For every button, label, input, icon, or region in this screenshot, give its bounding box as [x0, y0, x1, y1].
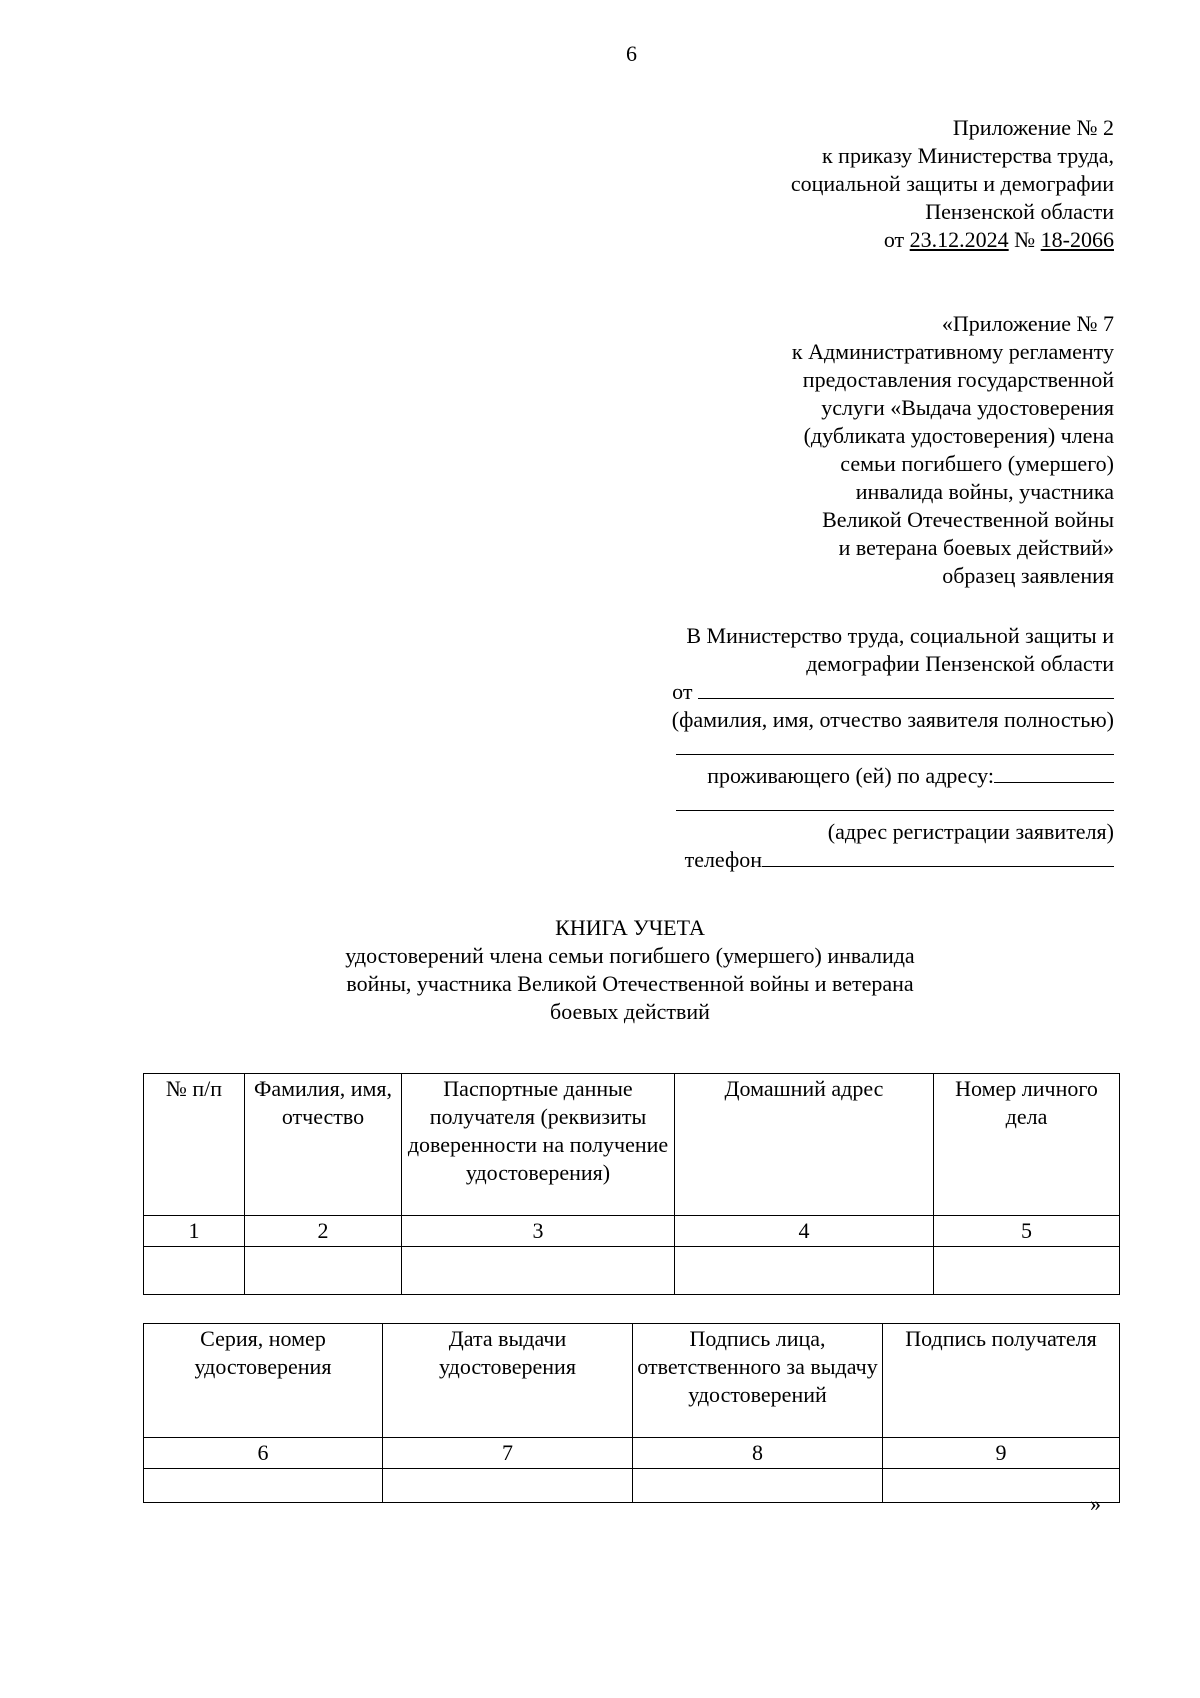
column-number: 1 — [144, 1216, 245, 1247]
column-header: Серия, номер удостоверения — [144, 1324, 383, 1438]
register-table-2 — [143, 1323, 1120, 1503]
register-subtitle: удостоверений члена семьи погибшего (умершего) инвалида — [345, 943, 915, 968]
table-cell[interactable] — [402, 1247, 675, 1295]
appendix-2-line: к приказу Министерства труда, — [821, 143, 1114, 168]
from-label: от — [672, 679, 693, 704]
appendix-2-line: Пензенской области — [925, 199, 1114, 224]
column-number: 4 — [675, 1216, 934, 1247]
residing-label: проживающего (ей) по адресу: — [707, 763, 994, 788]
residing-line — [672, 762, 1114, 790]
table-cell[interactable] — [245, 1247, 402, 1295]
number-prefix: № — [1008, 227, 1041, 252]
appendix-7-line: (дубликата удостоверения) члена — [803, 423, 1114, 448]
appendix-7-line: семьи погибшего (умершего) — [840, 451, 1114, 476]
register-table-1 — [143, 1073, 1120, 1295]
address-field[interactable] — [994, 762, 1114, 783]
address-field-2[interactable] — [676, 790, 1114, 811]
column-number: 8 — [633, 1438, 883, 1469]
column-number: 7 — [383, 1438, 633, 1469]
applicant-name-field-2[interactable] — [676, 734, 1114, 755]
table-header-row — [144, 1324, 1120, 1438]
column-header: Дата выдачи удостоверения — [383, 1324, 633, 1438]
column-header: Фамилия, имя, отчество — [245, 1074, 402, 1216]
fio-caption: (фамилия, имя, отчество заявителя полностью) — [671, 707, 1114, 732]
page-number: 6 — [626, 41, 637, 66]
order-number: 18-2066 — [1040, 227, 1114, 252]
addressee-line: демографии Пензенской области — [806, 651, 1114, 676]
column-number-row — [144, 1438, 1120, 1469]
appendix-7-line: предоставления государственной — [802, 367, 1114, 392]
appendix-7-line: Великой Отечественной войны — [822, 507, 1114, 532]
register-heading: КНИГА УЧЕТА — [555, 915, 705, 940]
address-caption: (адрес регистрации заявителя) — [827, 819, 1114, 844]
appendix-7-line: образец заявления — [942, 563, 1114, 588]
column-header: Паспортные данные получателя (реквизиты доверенности на получение удостоверения) — [402, 1074, 675, 1216]
column-header: Домашний адрес — [675, 1074, 934, 1216]
appendix-7-line: «Приложение № 7 — [941, 311, 1114, 336]
name-continuation-line — [672, 734, 1114, 762]
register-subtitle: войны, участника Великой Отечественной войны и ветерана — [346, 971, 914, 996]
column-number: 5 — [934, 1216, 1120, 1247]
addressee-block — [672, 622, 1114, 874]
table-row — [144, 1247, 1120, 1295]
applicant-name-field[interactable] — [698, 678, 1114, 699]
column-number: 2 — [245, 1216, 402, 1247]
column-number: 9 — [883, 1438, 1120, 1469]
register-title — [0, 914, 1200, 1026]
phone-label: телефон — [684, 847, 762, 872]
column-number: 3 — [402, 1216, 675, 1247]
date-prefix: от — [883, 227, 910, 252]
appendix-2-header — [791, 114, 1114, 254]
table-cell[interactable] — [883, 1469, 1120, 1503]
table-row — [144, 1469, 1120, 1503]
column-number-row — [144, 1216, 1120, 1247]
from-line — [672, 678, 1114, 706]
order-date-line — [791, 226, 1114, 254]
column-header: Номер личного дела — [934, 1074, 1120, 1216]
appendix-7-line: инвалида войны, участника — [855, 479, 1114, 504]
table-cell[interactable] — [675, 1247, 934, 1295]
column-number: 6 — [144, 1438, 383, 1469]
address-continuation-line — [672, 790, 1114, 818]
table-cell[interactable] — [383, 1469, 633, 1503]
closing-quote: » — [1090, 1491, 1101, 1516]
appendix-2-line: социальной защиты и демографии — [790, 171, 1114, 196]
column-header: № п/п — [144, 1074, 245, 1216]
appendix-7-line: к Административному регламенту — [791, 339, 1114, 364]
table-cell[interactable] — [934, 1247, 1120, 1295]
order-date: 23.12.2024 — [909, 227, 1009, 252]
appendix-2-line: Приложение № 2 — [952, 115, 1114, 140]
table-cell[interactable] — [144, 1247, 245, 1295]
appendix-7-header — [792, 310, 1114, 590]
table-cell[interactable] — [633, 1469, 883, 1503]
appendix-7-line: и ветерана боевых действий» — [838, 535, 1114, 560]
table-header-row — [144, 1074, 1120, 1216]
addressee-line: В Министерство труда, социальной защиты и — [686, 623, 1114, 648]
phone-field[interactable] — [762, 846, 1114, 867]
register-subtitle: боевых действий — [550, 999, 710, 1024]
phone-line — [672, 846, 1114, 874]
table-cell[interactable] — [144, 1469, 383, 1503]
column-header: Подпись получателя — [883, 1324, 1120, 1438]
column-header: Подпись лица, ответственного за выдачу удостоверений — [633, 1324, 883, 1438]
appendix-7-line: услуги «Выдача удостоверения — [821, 395, 1114, 420]
